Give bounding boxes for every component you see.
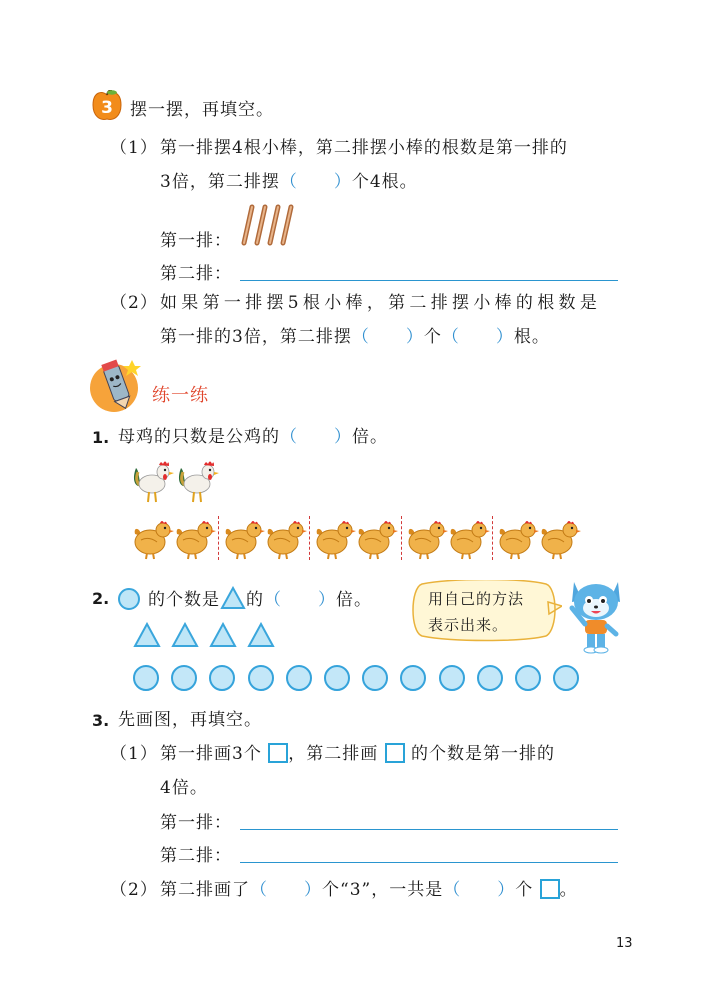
hen-icon [405, 518, 449, 564]
pencil-mascot-icon [88, 352, 154, 416]
triangle-icon [133, 622, 161, 652]
circle-icon [515, 665, 541, 691]
sticks-icon [240, 204, 296, 246]
ex3-title: 先画图，再填空。 [118, 710, 262, 730]
ex3-q2-c: 个 [515, 880, 534, 900]
q2-line1: 如果第一排摆5根小棒，第二排摆小棒的根数是 [160, 293, 602, 313]
ex1-number: 1. [92, 428, 110, 447]
q1-label: （1） [110, 138, 158, 158]
practice-title: 练一练 [152, 385, 209, 406]
row1-label: 第一排： [160, 231, 232, 251]
square-icon [385, 743, 405, 763]
ex1-text [118, 426, 388, 448]
hen-icon [264, 518, 308, 564]
ex3-q1-line2: 4倍。 [160, 778, 208, 798]
circle-icon [477, 665, 503, 691]
ex3-row1-label: 第一排： [160, 813, 232, 833]
hen-icon [496, 518, 540, 564]
q2-label: （2） [110, 293, 158, 313]
circle-icon [553, 665, 579, 691]
hen-icon [313, 518, 357, 564]
ex3-q1-b: ，第二排画 [288, 744, 379, 764]
q1-line2-end: 个4根。 [351, 172, 418, 192]
answer-blank[interactable]: （ ） [443, 880, 516, 900]
triangle-icon [171, 622, 199, 652]
square-icon [268, 743, 288, 763]
square-icon [540, 879, 560, 899]
hen-icon [447, 518, 491, 564]
hen-icon [222, 518, 266, 564]
ex3-q2-b: 个“3”，一共是 [322, 880, 444, 900]
circle-icon [324, 665, 350, 691]
row2-label: 第二排： [160, 264, 232, 284]
circle-icon [400, 665, 426, 691]
group-divider [218, 516, 219, 560]
rooster-icon [177, 458, 221, 508]
group-divider [309, 516, 310, 560]
hen-icon [131, 518, 175, 564]
hen-icon [173, 518, 217, 564]
q2-line2-text: 第一排的3倍，第二排摆 [160, 327, 352, 347]
group-divider [401, 516, 402, 560]
ex3-q2-line [160, 879, 578, 901]
answer-blank[interactable]: （ ） [441, 327, 514, 347]
ex2-end: 倍。 [336, 590, 372, 610]
rooster-icon [132, 458, 176, 508]
ex3-q1-label: （1） [110, 744, 158, 764]
badge-number: 3 [101, 98, 113, 118]
speech-bubble [412, 580, 552, 644]
ex1-end: 倍。 [352, 427, 388, 447]
circle-icon [439, 665, 465, 691]
apple-badge-icon [90, 90, 124, 122]
q2-end: 根。 [513, 327, 550, 347]
cat-mascot-icon [566, 572, 626, 654]
ex3-row2-label: 第二排： [160, 846, 232, 866]
ex1-question: 母鸡的只数是公鸡的 [118, 427, 280, 447]
hen-icon [538, 518, 582, 564]
ex2-text-b: 的 [246, 590, 264, 610]
circle-icon [133, 665, 159, 691]
answer-blank[interactable]: （ ） [264, 590, 336, 610]
section-title: 摆一摆，再填空。 [130, 100, 274, 120]
circle-icon [362, 665, 388, 691]
hen-icon [355, 518, 399, 564]
ex2-number: 2. [92, 589, 110, 608]
answer-blank[interactable]: （ ） [279, 172, 352, 192]
answer-blank[interactable]: （ ） [351, 327, 424, 347]
ex3-q2-end: 。 [559, 880, 578, 900]
speech-line-1: 用自己的方法 [428, 590, 525, 608]
q1-line1: 第一排摆4根小棒，第二排摆小棒的根数是第一排的 [160, 138, 568, 158]
triangle-icon [209, 622, 237, 652]
triangle-icon [220, 586, 246, 610]
ex3-number: 3. [92, 711, 110, 730]
q1-line2 [160, 171, 418, 193]
q2-line2 [160, 326, 550, 348]
answer-line[interactable] [240, 829, 618, 830]
page-number: 13 [616, 936, 633, 951]
circle-icon [248, 665, 274, 691]
q1-line2-text: 3倍，第二排摆 [160, 172, 280, 192]
ex3-q1-line1 [160, 743, 555, 765]
ex3-q2-label: （2） [110, 880, 158, 900]
answer-blank[interactable]: （ ） [250, 880, 322, 900]
triangle-icon [247, 622, 275, 652]
circle-icon [286, 665, 312, 691]
ex3-q1-c: 的个数是第一排的 [411, 744, 556, 764]
ex2-text [118, 586, 372, 611]
answer-line[interactable] [240, 280, 618, 281]
speech-line-2: 表示出来。 [428, 616, 509, 634]
circle-icon [118, 588, 140, 610]
q2-mid: 个 [423, 327, 442, 347]
answer-blank[interactable]: （ ） [280, 427, 352, 447]
ex3-q2-a: 第二排画了 [160, 880, 250, 900]
circle-icon [171, 665, 197, 691]
ex2-text-a: 的个数是 [148, 590, 220, 610]
circle-icon [209, 665, 235, 691]
answer-line[interactable] [240, 862, 618, 863]
group-divider [492, 516, 493, 560]
ex3-q1-a: 第一排画3个 [160, 744, 262, 764]
